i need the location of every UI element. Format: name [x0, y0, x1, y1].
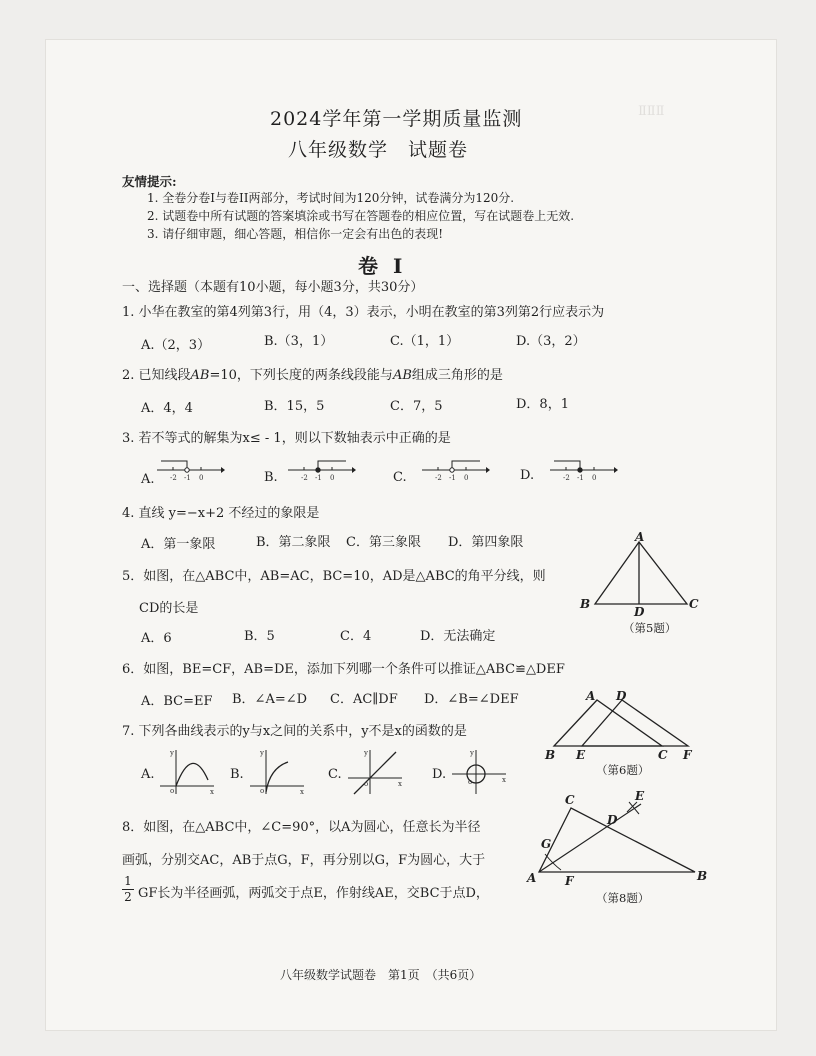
- q1-option-c: C.（1，1）: [390, 334, 460, 349]
- tick-label: -1: [449, 474, 456, 482]
- figure-q6-caption: （第6题）: [596, 763, 650, 777]
- tick-label: -2: [435, 474, 442, 482]
- volume-heading: 卷 I: [358, 254, 407, 278]
- fraction-one-half: [122, 874, 134, 905]
- question-2-stem: 2. 已知线段AB=10，下列长度的两条线段能与AB组成三角形的是: [122, 368, 503, 383]
- tick-label: -2: [301, 474, 308, 482]
- tick-label: -1: [184, 474, 191, 482]
- question-8-stem-cont2: GF长为半径画弧，两弧交于点E，作射线AE，交BC于点D，: [138, 886, 489, 901]
- question-5-stem: 5．如图，在△ABC中，AB=AC，BC=10，AD是△ABC的角平分线，则: [122, 569, 546, 584]
- question-1-stem: 1. 小华在教室的第4列第3行，用（4，3）表示，小明在教室的第3列第2行应表示为: [122, 305, 605, 320]
- axis-label-y: y: [260, 749, 264, 757]
- number-line-d: [548, 455, 618, 485]
- axis-label-x: x: [398, 780, 402, 788]
- figure-q8-caption: （第8题）: [596, 891, 650, 905]
- graph-c-line: [344, 746, 406, 798]
- question-3-stem: 3. 若不等式的解集为x≤ - 1，则以下数轴表示中正确的是: [122, 431, 451, 446]
- tick-label: 0: [199, 474, 204, 482]
- tick-label: 0: [592, 474, 597, 482]
- q1-option-b: B.（3，1）: [264, 334, 334, 349]
- q7-option-a: A.: [141, 767, 155, 782]
- number-line-b: [286, 455, 356, 485]
- q3-option-d: D.: [520, 468, 535, 483]
- fraction-denominator: 2: [124, 890, 132, 904]
- q2-option-a: A．4，4: [141, 401, 193, 416]
- tick-label: -1: [577, 474, 584, 482]
- axis-label-o: o: [468, 778, 473, 786]
- axis-label-x: x: [210, 788, 214, 796]
- q2-option-b: B．15，5: [264, 399, 325, 414]
- section-heading: 一、选择题（本题有10小题，每小题3分，共30分）: [122, 280, 424, 295]
- vertex-label-d: D: [616, 689, 627, 703]
- q2-option-d: D．8，1: [516, 397, 569, 412]
- vertex-label-e: E: [576, 748, 586, 762]
- fraction-numerator: 1: [122, 874, 134, 890]
- point-label-g: G: [541, 837, 552, 851]
- question-8-stem: 8．如图，在△ABC中，∠C=90°，以A为圆心，任意长为半径: [122, 820, 481, 835]
- q4-option-c: C．第三象限: [346, 535, 421, 550]
- exam-subtitle: 八年级数学 试题卷: [288, 139, 469, 161]
- q3-option-a: A.: [141, 472, 155, 487]
- axis-label-x: x: [300, 788, 304, 796]
- q4-option-b: B．第二象限: [256, 535, 331, 550]
- question-8-stem-cont: 画弧，分别交AC，AB于点G，F，再分别以G，F为圆心，大于: [122, 853, 486, 868]
- axis-label-x: x: [502, 776, 506, 784]
- tick-label: -2: [563, 474, 570, 482]
- tick-label: 0: [464, 474, 469, 482]
- q1-option-a: A.（2，3）: [141, 338, 211, 353]
- number-line-a: [155, 455, 225, 485]
- axis-label-y: y: [364, 749, 368, 757]
- figure-q6-triangles: [540, 688, 710, 763]
- axis-label-y: y: [170, 749, 174, 757]
- q6-option-a: A．BC=EF: [141, 694, 213, 709]
- point-label-e: E: [635, 790, 645, 803]
- axis-label-y: y: [470, 749, 474, 757]
- vertex-label-c: C: [658, 748, 668, 762]
- vertex-label-a: A: [586, 689, 596, 703]
- tips-heading: 友情提示:: [122, 174, 177, 189]
- point-label-d: D: [607, 813, 618, 827]
- number-line-c: [420, 455, 490, 485]
- graph-a-parabola: [156, 746, 218, 798]
- vertex-label-d: D: [634, 605, 645, 619]
- q7-option-d: D.: [432, 767, 447, 782]
- point-label-f: F: [565, 874, 574, 885]
- question-5-stem-cont: CD的长是: [139, 601, 199, 616]
- q5-option-a: A．6: [141, 631, 172, 646]
- figure-q5-triangle: [575, 532, 705, 622]
- graph-b-root-curve: [246, 746, 308, 798]
- vertex-label-c: C: [565, 793, 575, 807]
- figure-q5-caption: （第5题）: [623, 621, 677, 635]
- axis-label-o: o: [170, 787, 175, 795]
- tick-label: -1: [315, 474, 322, 482]
- vertex-label-a: A: [635, 532, 645, 544]
- graph-d-circle: [448, 746, 510, 798]
- q2-option-c: C．7，5: [390, 399, 443, 414]
- q3-option-c: C.: [393, 470, 407, 485]
- q1-option-d: D.（3，2）: [516, 334, 586, 349]
- q7-option-b: B.: [230, 767, 244, 782]
- figure-q8-construction: [525, 790, 715, 885]
- tip-item: 1. 全卷分卷I与卷II两部分，考试时间为120分钟，试卷满分为120分.: [147, 191, 515, 205]
- vertex-label-b: B: [697, 869, 708, 883]
- vertex-label-a: A: [527, 871, 537, 885]
- vertex-label-c: C: [689, 597, 699, 611]
- page-footer: 八年级数学试题卷 第1页 （共6页）: [280, 968, 482, 982]
- vertex-label-f: F: [683, 748, 692, 762]
- exam-title: 2024学年第一学期质量监测: [270, 108, 523, 130]
- tip-item: 3. 请仔细审题，细心答题，相信你一定会有出色的表现!: [147, 227, 444, 241]
- q4-option-a: A．第一象限: [141, 537, 216, 552]
- tip-item: 2. 试题卷中所有试题的答案填涂或书写在答题卷的相应位置，写在试题卷上无效.: [147, 209, 575, 223]
- q6-option-b: B．∠A=∠D: [232, 692, 308, 707]
- axis-label-o: o: [364, 780, 369, 788]
- q5-option-d: D．无法确定: [420, 629, 496, 644]
- tick-label: -2: [170, 474, 177, 482]
- q4-option-d: D．第四象限: [448, 535, 524, 550]
- vertex-label-b: B: [580, 597, 591, 611]
- q3-option-b: B.: [264, 470, 278, 485]
- q5-option-b: B．5: [244, 629, 275, 644]
- axis-label-o: o: [260, 787, 265, 795]
- vertex-label-b: B: [545, 748, 556, 762]
- question-4-stem: 4. 直线 y=−x+2 不经过的象限是: [122, 506, 320, 521]
- q6-option-d: D．∠B=∠DEF: [424, 692, 519, 707]
- q5-option-c: C．4: [340, 629, 372, 644]
- tick-label: 0: [330, 474, 335, 482]
- question-6-stem: 6．如图，BE=CF，AB=DE，添加下列哪一个条件可以推证△ABC≌△DEF: [122, 662, 565, 677]
- question-7-stem: 7. 下列各曲线表示的y与x之间的关系中，y不是x的函数的是: [122, 724, 467, 739]
- bleed-through: ⅡⅡⅡ: [560, 104, 665, 119]
- q7-option-c: C.: [328, 767, 342, 782]
- q6-option-c: C．AC∥DF: [330, 692, 398, 707]
